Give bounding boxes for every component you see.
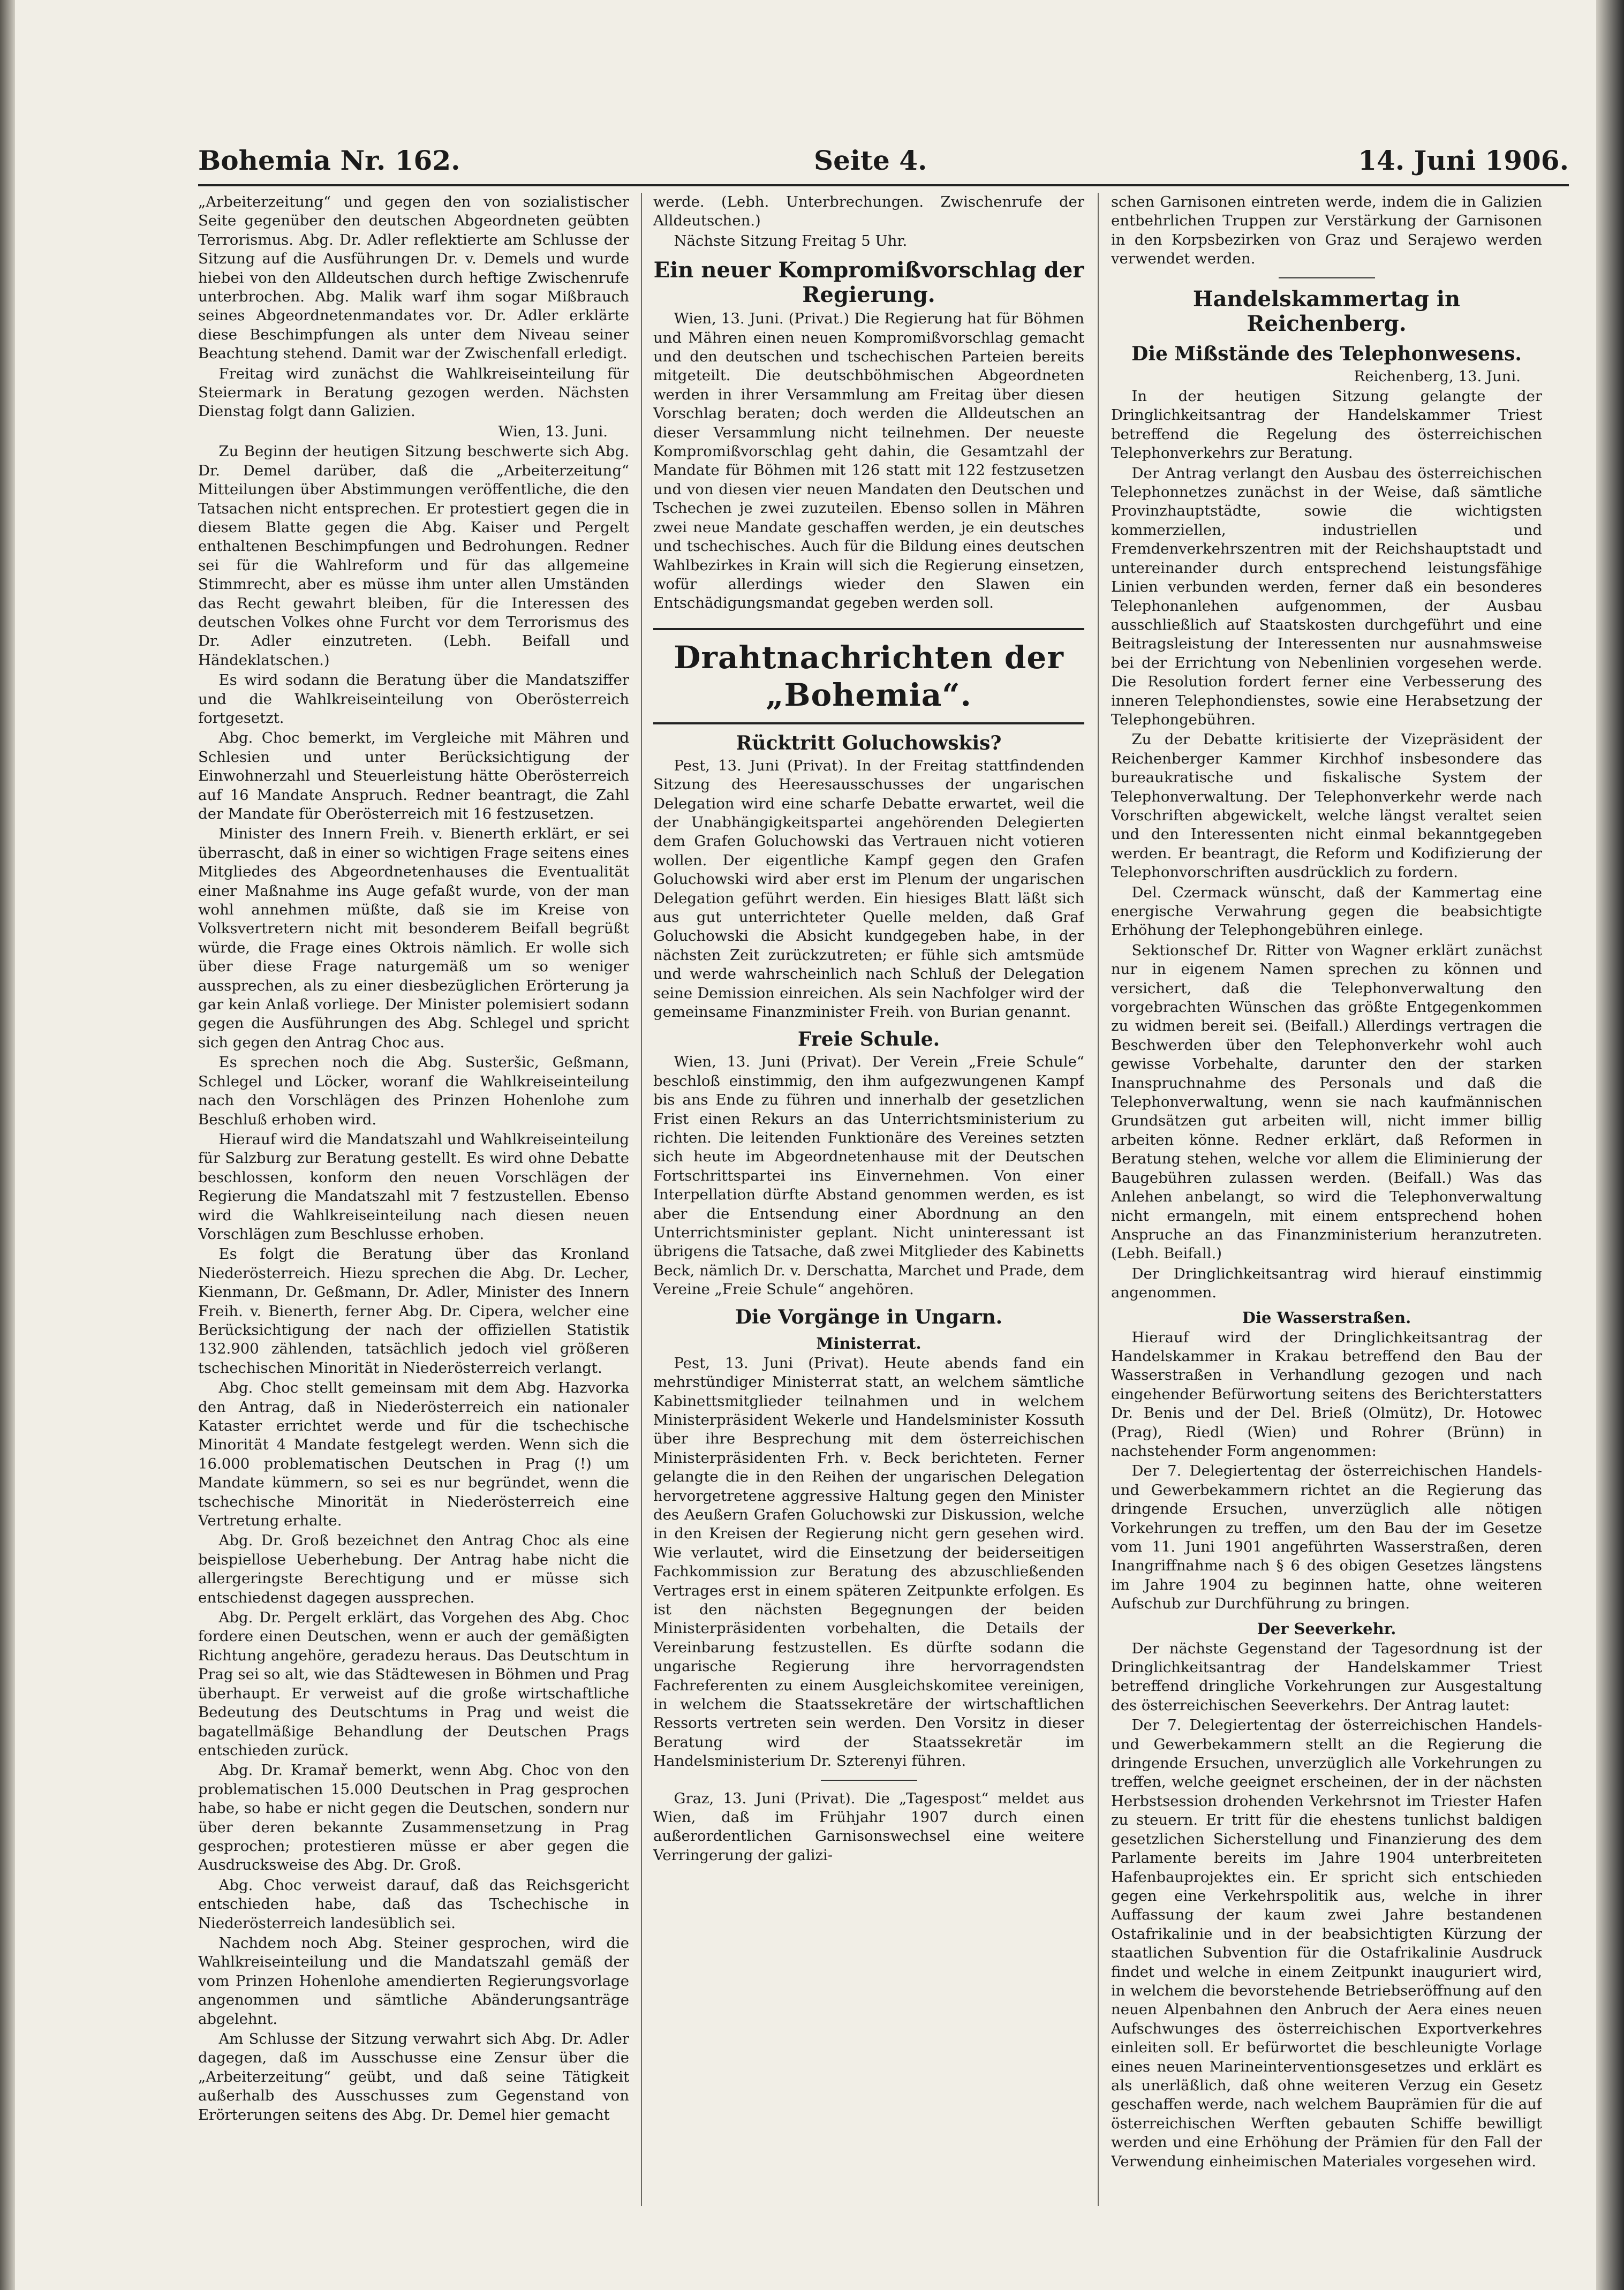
header-rule	[198, 184, 1569, 186]
paragraph: Sektionschef Dr. Ritter von Wagner erklärt zunächst nur in eigenem Namen sprechen zu können und versichert, daß die Telephonverwaltung den vorgebrachten Wünschen das größte Entgegenkommen zu widmen bereit sei. (Beifall.) Allerdings vertragen die Beschwerden über den Telephonverkehr wohl auch gewisse Vorbehalte, darunter den der starken Inanspruchnahme des Personals und daß die Telephonverwaltung, wenn sie nach kaufmännischen Grundsätzen gut arbeiten will, nicht immer billig arbeiten könne. Redner erklärt, daß Reformen in Beratung stehen, welche vor allem die Eliminierung der Baugebühren zulassen werden. (Beifall.) Was das Anlehen anbelangt, so wird die Telephonverwaltung nicht ermangeln, mit einem entsprechend hohen Anspruche an das Finanzministerium heranzutreten. (Lebh. Beifall.)	[1111, 941, 1542, 1263]
page-number: Seite 4.	[814, 145, 927, 176]
paragraph: Abg. Dr. Groß bezeichnet den Antrag Choc als eine beispiellose Ueberhebung. Der Antrag habe nicht die allergeringste Berechtigung und er müsse sich entschiedenst dagegen aussprechen.	[198, 1532, 629, 1606]
paragraph: Der nächste Gegenstand der Tagesordnung ist der Dringlichkeitsantrag der Handelskammer Triest betreffend dringliche Vorkehrungen zur Ausgestaltung des österreichischen Seeverkehrs. Der Antrag lautet:	[1111, 1639, 1542, 1714]
column-divider	[1098, 193, 1099, 2206]
paragraph: Es folgt die Beratung über das Kronland Niederösterreich. Hiezu sprechen die Abg. Dr. Lecher, Kienmann, Dr. Geßmann, Dr. Adler, Minister des Innern Freih. v. Bienerth, ferner Abg. Dr. Cipera, welcher eine Berücksichtigung der nach der offiziellen Statistik 132.900 zählenden, tatsächlich jedoch viel größeren tschechischen Minorität in Niederösterreich verlangt.	[198, 1245, 629, 1377]
article-headline: Ein neuer Kompromißvorschlag der Regierung.	[653, 258, 1084, 308]
column-2	[653, 193, 1084, 2217]
paragraph: Es wird sodann die Beratung über die Mandatsziffer und die Wahlkreiseinteilung von Oberösterreich fortgesetzt.	[198, 671, 629, 727]
paragraph: schen Garnisonen eintreten werde, indem die in Galizien entbehrlichen Truppen zur Verstärkung der Garnisonen in den Korpsbezirken von Graz und Serajewo werden verwendet werden.	[1111, 193, 1542, 268]
article-headline: Rücktritt Goluchowskis?	[736, 731, 1002, 754]
article-subheadline: Ministerrat.	[816, 1334, 921, 1352]
paragraph: Abg. Dr. Pergelt erklärt, das Vorgehen des Abg. Choc fordere einen Deutschen, wenn er auch der gemäßigten Richtung angehöre, geradezu heraus. Das Deutschtum in Prag sei so alt, wie das Städtewesen in Böhmen und Prag überhaupt. Er verweist auf die große wirtschaftliche Bedeutung des Deutschtums in Prag und weist die bagatellmäßige Behandlung der Deutschen Prags entschieden zurück.	[198, 1609, 629, 1759]
paragraph: Pest, 13. Juni (Privat). In der Freitag stattfindenden Sitzung des Heeresausschusses der ungarischen Delegation wird eine scharfe Debatte erwartet, weil die der Unabhängigkeitspartei angehörenden Delegierten dem Grafen Goluchowski das Vertrauen nicht votieren wollen. Der eigentliche Kampf gegen den Grafen Goluchowski wird aber erst im Plenum der ungarischen Delegation geführt werden. Ein hiesiges Blatt läßt sich aus gut unterrichteter Quelle melden, daß Graf Goluchowski die Absicht kundgegeben habe, in der nächsten Zeit zurückzutreten; er fühle sich amtsmüde und werde wahrscheinlich nach Schluß der Delegation seine Demission einreichen. Als sein Nachfolger wird der gemeinsame Finanzminister Freih. von Burian genannt.	[653, 757, 1084, 1021]
article-divider	[821, 1780, 917, 1781]
article-headline: Die Vorgänge in Ungarn.	[735, 1305, 1003, 1328]
paragraph: Wien, 13. Juni. (Privat.) Die Regierung hat für Böhmen und Mähren einen neuen Kompromißvorschlag gemacht und den deutschen und tschechischen Parteien bereits mitgeteilt. Die deutschböhmischen Abgeordneten werden in ihrer Versammlung am Freitag über diesen Vorschlag beraten; doch werden die Alldeutschen an dieser Versammlung nicht teilnehmen. Der neueste Kompromißvorschlag geht dahin, die Gesamtzahl der Mandate für Böhmen mit 126 statt mit 122 festzusetzen und von diesen vier neuen Mandaten den Deutschen und Tschechen je zwei zuzuteilen. Ebenso sollen in Mähren zwei neue Mandate geschaffen werden, je ein deutsches und tschechisches. Auch für die Bildung eines deutschen Wahlbezirkes in Krain will sich die Regierung einsetzen, wofür allerdings wieder den Slawen ein Entschädigungsmandat gegeben werden soll.	[653, 310, 1084, 612]
article-subheadline: Die Wasserstraßen.	[1242, 1308, 1411, 1327]
dateline: Reichenberg, 13. Juni.	[1354, 367, 1521, 385]
book-gutter-left	[0, 0, 15, 2290]
paragraph: Nächste Sitzung Freitag 5 Uhr.	[674, 232, 908, 250]
article-headline: Freie Schule.	[797, 1028, 940, 1051]
column-3	[1111, 193, 1542, 2217]
article-divider	[1279, 277, 1375, 278]
paragraph: Der Antrag verlangt den Ausbau des österreichischen Telephonnetzes zunächst in der Weise, daß sämtliche Provinzhauptstädte, sowie die wichtigsten kommerziellen, industriellen und Fremdenverkehrszentren mit der Reichshauptstadt und untereinander durch entsprechend leistungsfähige Linien verbunden werden, ferner daß ein besonderes Telephonanlehen aufgenommen, der Ausbau ausschließlich auf Staatskosten durchgeführt und eine Beitragsleistung der Interessenten nur ausnahmsweise bei der Errichtung von Nebenlinien vorgesehen werde. Die Resolution fordert ferner eine Verbesserung des inneren Telephondienstes, sowie eine Herabsetzung der Telephongebühren.	[1111, 464, 1542, 728]
dateline: Wien, 13. Juni.	[498, 422, 608, 440]
paragraph: werde. (Lebh. Unterbrechungen. Zwischenrufe der Alldeutschen.)	[653, 193, 1084, 230]
book-gutter-right	[1596, 0, 1624, 2290]
paragraph: Hierauf wird der Dringlichkeitsantrag der Handelskammer in Krakau betreffend den Bau der Wasserstraßen in Verhandlung gezogen und nach eingehender Befürwortung seitens des Berichterstatters Dr. Benis und der Del. Brieß (Olmütz), Dr. Hotowec (Prag), Riedl (Wien) und Rohrer (Brünn) in nachstehender Form angenommen:	[1111, 1328, 1542, 1460]
paragraph: Am Schlusse der Sitzung verwahrt sich Abg. Dr. Adler dagegen, daß im Ausschusse eine Zensur über die „Arbeiterzeitung“ geübt, und daß seine Tätigkeit außerhalb des Ausschusses zum Gegenstand von Erörterungen seitens des Abg. Dr. Demel hier gemacht	[198, 2030, 629, 2123]
paragraph: Abg. Choc verweist darauf, daß das Reichsgericht entschieden habe, daß das Tschechische in Niederösterreich landesüblich sei.	[198, 1876, 629, 1932]
paragraph: Zu der Debatte kritisierte der Vizepräsident der Reichenberger Kammer Kirchhof insbesondere das bureaukratische und fiskalische System der Telephonverwaltung. Der Telephonverkehr werde nach Vorschriften abgewickelt, welche längst veraltet seien und den Interessenten nicht einmal bekanntgegeben werden. Er beantragt, die Reform und Kodifizierung der Telephonvorschriften ausdrücklich zu fordern.	[1111, 731, 1542, 881]
paragraph: Zu Beginn der heutigen Sitzung beschwerte sich Abg. Dr. Demel darüber, daß die „Arbeiterzeitung“ Mitteilungen über Abstimmungen veröffentliche, die den Tatsachen nicht entsprechen. Er protestiert gegen die in diesem Blatte gegen die Abg. Kaiser und Pergelt enthaltenen Beschimpfungen und Bedrohungen. Redner sei für die Wahlreform und für das allgemeine Stimmrecht, aber es müsse ihm unter allen Umständen das Recht gewahrt bleiben, für die Interessen des deutschen Volkes ohne Furcht vor dem Terrorismus des Dr. Adler einzutreten. (Lebh. Beifall und Händeklatschen.)	[198, 443, 629, 669]
issue-date: 14. Juni 1906.	[1358, 145, 1569, 176]
paragraph: Abg. Choc bemerkt, im Vergleiche mit Mähren und Schlesien und unter Berücksichtigung der Einwohnerzahl und Steuerleistung hätte Oberösterreich auf 16 Mandate Anspruch. Redner beantragt, die Zahl der Mandate für Oberösterreich mit 16 festzusetzen.	[198, 729, 629, 822]
article-subheadline: Der Seeverkehr.	[1257, 1619, 1396, 1638]
newspaper-page	[198, 139, 1569, 2227]
paragraph: „Arbeiterzeitung“ und gegen den von sozialistischer Seite gegenüber den deutschen Abgeordneten geübten Terrorismus. Abg. Dr. Adler reflektierte am Schlusse der Sitzung auf die Ausführungen Dr. v. Demels und wurde hiebei von den Alldeutschen durch heftige Zwischenrufe unterbrochen. Abg. Malik warf ihm sogar Mißbrauch seines Abgeordnetenmandates vor. Dr. Adler erklärte diese Beschimpfungen als unter dem Niveau seiner Beachtung stehend. Damit war der Zwischenfall erledigt.	[198, 193, 629, 362]
paragraph: Del. Czermack wünscht, daß der Kammertag eine energische Verwahrung gegen die beabsichtigte Erhöhung der Telephongebühren einlege.	[1111, 883, 1542, 939]
paragraph: Der 7. Delegiertentag der österreichischen Handels- und Gewerbekammern stellt an die Regierung die dringende Ersuchen, unverzüglich alle Vorkehrungen zu treffen, welche geeignet erscheinen, der in der nächsten Herbstsession drohenden Verkehrsnot im Triester Hafen zu steuern. Er tritt für die ehestens tunlichst baldigen gesetzlichen Sicherstellung und Finanzierung des dem Parlamente bereits im Jahre 1904 unterbreiteten Hafenbauprojektes ein. Er spricht sich entschieden gegen eine Verkehrspolitik aus, welche in ihrer Auffassung der kaum zwei Jahre bestandenen Ostafrikalinie und in der beabsichtigten Kürzung der staatlichen Subvention für die Ostafrikalinie Ausdruck findet und welche in einem Zeitpunkt inauguriert wird, in welchem die bevorstehende Betriebseröffnung auf den neuen Alpenbahnen den Anbruch der Aera eines neuen Aufschwunges des österreichischen Exportverkehres einleiten soll. Er befürwortet die beschleunigte Vorlage eines neuen Marineinterventionsgesetzes und erklärt es als unerläßlich, daß ohne weiteren Verzug ein Gesetz geschaffen werde, nach welchem Bauprämien für die auf österreichischen Werften gebauten Schiffe bewilligt werden und eine Erhöhung der Prämien für den Fall der Verwendung einheimischen Materiales vorgesehen wird.	[1111, 1717, 1542, 2170]
paragraph: Wien, 13. Juni (Privat). Der Verein „Freie Schule“ beschloß einstimmig, den ihm aufgezwungenen Kampf bis ans Ende zu führen und innerhalb der gesetzlichen Frist einen Rekurs an das Unterrichtsministerium zu richten. Die leitenden Funktionäre des Vereines setzten sich heute im Abgeordnetenhause mit der Deutschen Fortschrittspartei ins Einvernehmen. Von einer Interpellation dürfte Abstand genommen werden, es ist aber die Entsendung einer Abordnung an den Unterrichtsminister geplant. Nicht uninteressant ist übrigens die Tatsache, daß zwei Mitglieder des Kabinetts Beck, nämlich Dr. v. Derschatta, Marchet und Prade, dem Vereine „Freie Schule“ angehören.	[653, 1053, 1084, 1298]
masthead-issue: Bohemia Nr. 162.	[198, 145, 460, 176]
paragraph: Pest, 13. Juni (Privat). Heute abends fand ein mehrstündiger Ministerrat statt, an welchem sämtliche Kabinettsmitglieder teilnahmen und in welchem Ministerpräsident Wekerle und Handelsminister Kossuth über ihre Besprechung mit dem österreichischen Ministerpräsidenten Frh. v. Beck berichteten. Ferner gelangte die in den Reihen der ungarischen Delegation hervorgetretene aggressive Haltung gegen den Minister des Aeußern Grafen Goluchowski zur Diskussion, welche in den Kreisen der Regierung nicht gern gesehen wird. Wie verlautet, wird die Einsetzung der beiderseitigen Fachkommission zur Beratung des abzuschließenden Vertrages erst in einem späteren Zeitpunkte erfolgen. Es ist den nächsten Begegnungen der beiden Ministerpräsidenten vorbehalten, die Details der Vereinbarung festzustellen. Es dürfte sodann die ungarische Regierung ihre hervorragendsten Fachreferenten zu einem Ausgleichskomitee vereinigen, in welchem die Staatssekretäre der wirtschaftlichen Ressorts vertreten sein werden. Den Vorsitz in dieser Beratung wird der Staatssekretär im Handelsministerium Dr. Szterenyi führen.	[653, 1354, 1084, 1770]
section-banner: Drahtnachrichten der „Bohemia“.	[653, 628, 1084, 724]
paragraph: Nachdem noch Abg. Steiner gesprochen, wird die Wahlkreiseinteilung und die Mandatszahl gemäß der vom Prinzen Hohenlohe amendierten Regierungsvorlage angenommen und sämtliche Abänderungsanträge abgelehnt.	[198, 1934, 629, 2028]
paragraph: Abg. Choc stellt gemeinsam mit dem Abg. Hazvorka den Antrag, daß in Niederösterreich ein nationaler Kataster errichtet werde und für die tschechische Minorität 4 Mandate festgelegt werden. Wenn sich die 16.000 problematischen Deutschen in Prag (!) um Mandate kümmern, so sei es nur begründet, wenn die tschechische Minorität in Niederösterreich eine Vertretung erhalte.	[198, 1379, 629, 1530]
paragraph: Graz, 13. Juni (Privat). Die „Tagespost“ meldet aus Wien, daß im Frühjahr 1907 durch einen außerordentlichen Garnisonswechsel eine weitere Verringerung der galizi-	[653, 1789, 1084, 1864]
column-1	[198, 193, 629, 2217]
page-header	[198, 139, 1569, 182]
column-divider	[641, 193, 642, 2206]
paragraph: In der heutigen Sitzung gelangte der Dringlichkeitsantrag der Handelskammer Triest betreffend die Regelung des österreichischen Telephonverkehrs zur Beratung.	[1111, 388, 1542, 462]
paragraph: Es sprechen noch die Abg. Susteršic, Geßmann, Schlegel und Löcker, woranf die Wahlkreiseinteilung nach den Vorschlägen des Prinzen Hohenlohe zum Beschluß erhoben wird.	[198, 1054, 629, 1128]
paragraph: Hierauf wird die Mandatszahl und Wahlkreiseinteilung für Salzburg zur Beratung gestellt. Es wird ohne Debatte beschlossen, konform den neuen Vorschlägen der Regierung die Mandatszahl mit 7 festzustellen. Ebenso wird die Wahlkreiseinteilung nach diesen neuen Vorschlägen zum Beschlusse erhoben.	[198, 1130, 629, 1243]
paragraph: Freitag wird zunächst die Wahlkreiseinteilung für Steiermark in Beratung gezogen werden. Nächsten Dienstag folgt dann Galizien.	[198, 365, 629, 420]
paragraph: Abg. Dr. Kramař bemerkt, wenn Abg. Choc von den problematischen 15.000 Deutschen in Prag gesprochen habe, so habe er nicht gegen die Deutschen, sondern nur über deren bekannte Zusammensetzung in Prag gesprochen; protestieren müsse er aber gegen die Ausdrucksweise des Abg. Dr. Groß.	[198, 1762, 629, 1874]
paragraph: Minister des Innern Freih. v. Bienerth erklärt, er sei überrascht, daß in einer so wichtigen Frage seitens eines Mitgliedes des Abgeordnetenhauses die Eventualität einer Maßnahme ins Auge gefaßt wurde, von der man wohl annehmen müßte, daß sie im Kreise von Volksvertretern nicht mit besonderem Beifall begrüßt würde, die Frage eines Oktrois nämlich. Er wolle sich über diese Frage naturgemäß um so weniger aussprechen, als zu einer diesbezüglichen Erörterung ja gar kein Anlaß vorliege. Der Minister polemisiert sodann gegen die Ausführungen des Abg. Schlegel und spricht sich gegen den Antrag Choc aus.	[198, 825, 629, 1051]
article-subheadline: Die Mißstände des Telephonwesens.	[1131, 342, 1522, 365]
paragraph: Der Dringlichkeitsantrag wird hierauf einstimmig angenommen.	[1111, 1265, 1542, 1302]
article-headline: Handelskammertag in Reichenberg.	[1192, 286, 1461, 336]
paragraph: Der 7. Delegiertentag der österreichischen Handels- und Gewerbekammern richtet an die Regierung das dringende Ersuchen, unverzüglich alle nötigen Vorkehrungen zu treffen, um den Bau der im Gesetze vom 11. Juni 1901 angeführten Wasserstraßen, deren Inangriffnahme nach § 6 des obigen Gesetzes längstens im Jahre 1904 zu beginnen hatte, ohne weiteren Aufschub zur Durchführung zu bringen.	[1111, 1462, 1542, 1613]
